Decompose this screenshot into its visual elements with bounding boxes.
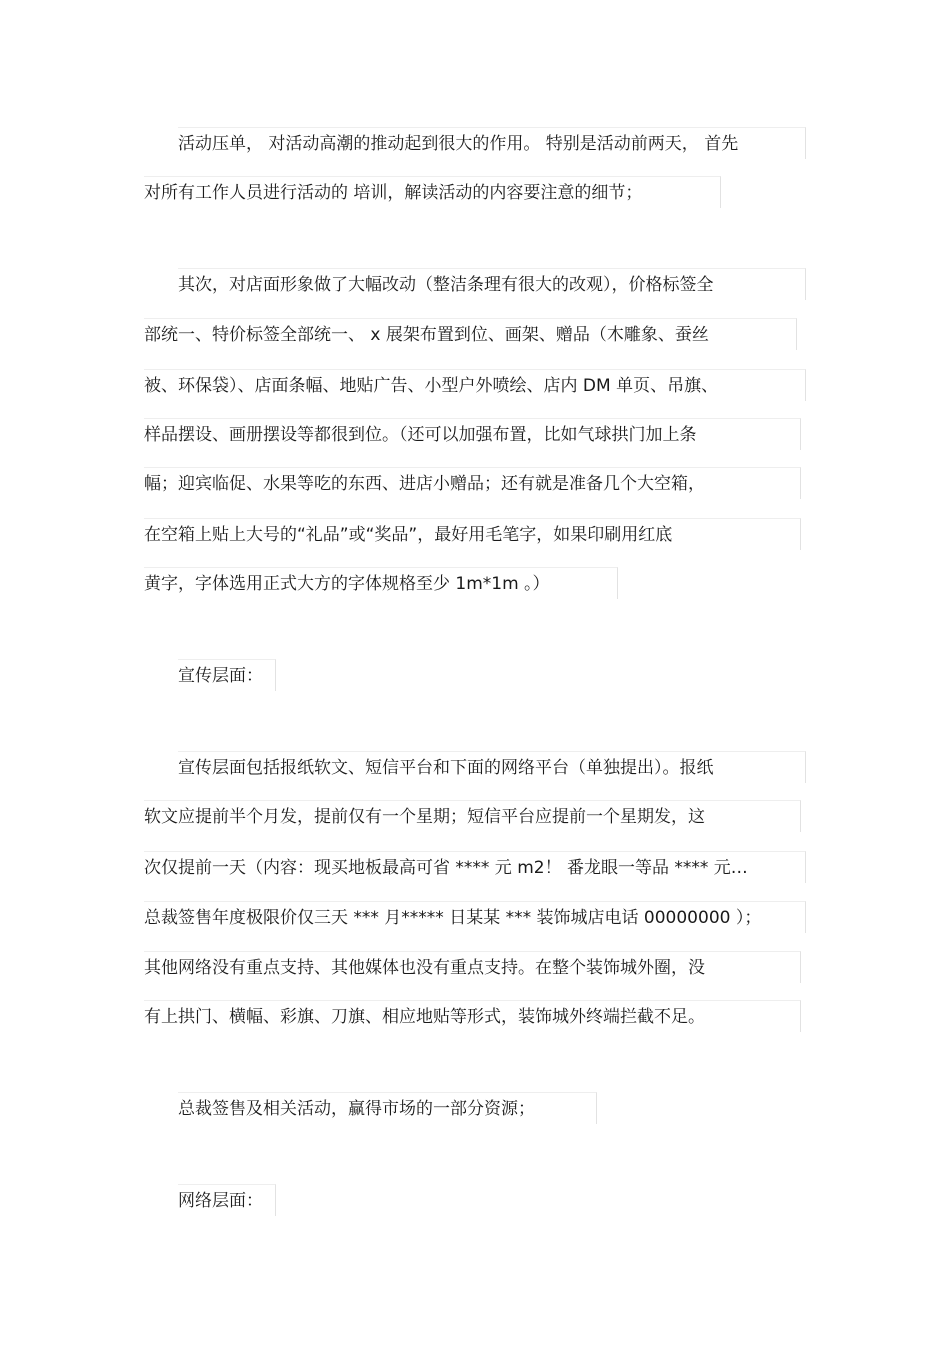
text-line-content: 幅；迎宾临促、水果等吃的东西、进店小赠品；还有就是准备几个大空箱， bbox=[144, 474, 705, 494]
text-line bbox=[144, 518, 801, 550]
text-line bbox=[144, 800, 801, 832]
text-line bbox=[178, 127, 806, 159]
text-line bbox=[144, 951, 801, 983]
text-line-content: 总裁签售年度极限价仅三天 *** 月***** 日某某 *** 装饰城店电话 00000000 ）； bbox=[144, 908, 762, 928]
section-heading bbox=[178, 1184, 276, 1216]
text-line-content: 部统一、特价标签全部统一、 x 展架布置到位、画架、赠品（木雕象、蚕丝 bbox=[144, 325, 709, 345]
text-line bbox=[144, 318, 797, 350]
text-line bbox=[144, 901, 806, 933]
text-line bbox=[178, 1092, 597, 1124]
text-line-content: 总裁签售及相关活动，赢得市场的一部分资源； bbox=[178, 1099, 535, 1119]
text-line bbox=[144, 1000, 801, 1032]
text-line bbox=[144, 369, 806, 401]
text-line-content: 活动压单， 对活动高潮的推动起到很大的作用。 特别是活动前两天， 首先 bbox=[178, 134, 739, 154]
text-line bbox=[144, 567, 618, 599]
text-line-content: 软文应提前半个月发，提前仅有一个星期；短信平台应提前一个星期发，这 bbox=[144, 807, 705, 827]
text-line bbox=[178, 751, 806, 783]
text-line-content: 其次，对店面形象做了大幅改动（整洁条理有很大的改观），价格标签全 bbox=[178, 275, 714, 295]
text-line-content: 被、环保袋）、店面条幅、地贴广告、小型户外喷绘、店内 DM 单页、吊旗、 bbox=[144, 376, 719, 396]
text-line bbox=[178, 268, 806, 300]
text-line bbox=[144, 418, 801, 450]
section-heading bbox=[178, 659, 276, 691]
text-line-content: 宣传层面： bbox=[178, 666, 263, 686]
text-line bbox=[144, 851, 806, 883]
text-line-content: 有上拱门、横幅、彩旗、刀旗、相应地贴等形式，装饰城外终端拦截不足。 bbox=[144, 1007, 705, 1027]
text-line-content: 网络层面： bbox=[178, 1191, 263, 1211]
text-line-content: 在空箱上贴上大号的“礼品”或“奖品”，最好用毛笔字，如果印刷用红底 bbox=[144, 525, 673, 545]
text-line-content: 宣传层面包括报纸软文、短信平台和下面的网络平台（单独提出）。报纸 bbox=[178, 758, 714, 778]
text-line-content: 黄字，字体选用正式大方的字体规格至少 1m*1m 。） bbox=[144, 574, 550, 594]
text-line bbox=[144, 467, 801, 499]
text-line-content: 样品摆设、画册摆设等都很到位。（还可以加强布置，比如气球拱门加上条 bbox=[144, 425, 697, 445]
text-line-content: 其他网络没有重点支持、其他媒体也没有重点支持。在整个装饰城外圈，没 bbox=[144, 958, 705, 978]
text-line-content: 对所有工作人员进行活动的 培训，解读活动的内容要注意的细节； bbox=[144, 183, 643, 203]
text-line-content: 次仅提前一天（内容：现买地板最高可省 **** 元 m2！ 番龙眼一等品 **** 元… bbox=[144, 858, 748, 878]
text-line bbox=[144, 176, 721, 208]
